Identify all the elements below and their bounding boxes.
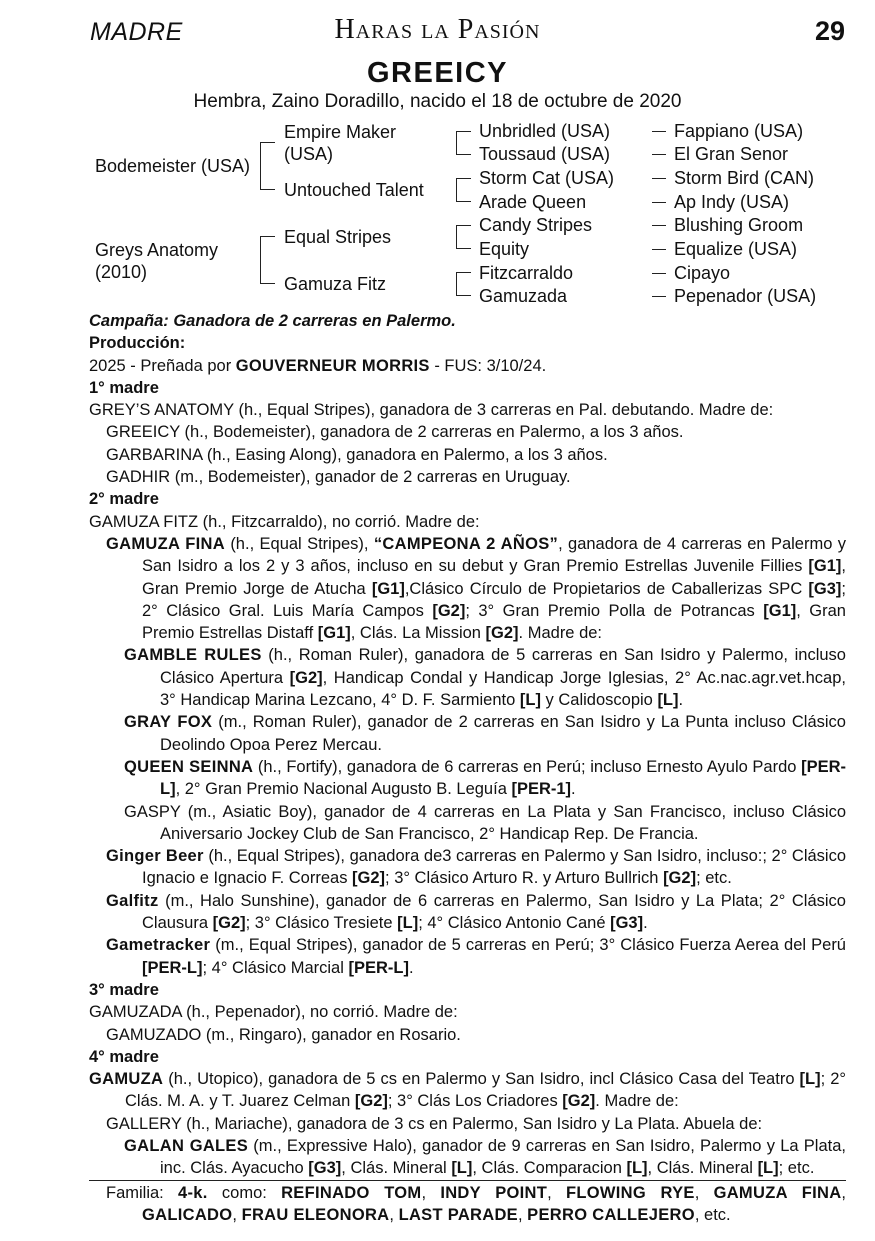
pedigree-g3-7: Fitzcarraldo bbox=[479, 263, 574, 283]
third-dam-label: 3° madre bbox=[89, 980, 159, 999]
text: ; 3° Clásico Arturo R. y Arturo Bullrich bbox=[385, 869, 664, 888]
production-fus: - FUS: 3/10/24. bbox=[429, 356, 547, 375]
text: ; 2° Clásico Gral. Luis María Campos bbox=[142, 579, 846, 620]
text: ; 3° Clás Los Criadores bbox=[387, 1092, 563, 1111]
text: (h., Roman Ruler), ganadora de 5 carreras en San Isidro y Palermo, incluso Clásico Apertura bbox=[160, 646, 846, 687]
pedigree-g4-4: Ap Indy (USA) bbox=[674, 192, 790, 212]
production-label: Producción: bbox=[89, 334, 186, 353]
grade: [G2] bbox=[212, 914, 246, 933]
bracket-g2-2 bbox=[456, 178, 471, 202]
text: . bbox=[678, 691, 684, 710]
pedigree-g3-4: Arade Queen bbox=[479, 192, 587, 212]
family-member: REFINADO TOM bbox=[281, 1183, 422, 1202]
first-dam-offspring-3: GADHIR (m., Bodemeister), ganador de 2 carreras en Uruguay. bbox=[106, 468, 571, 487]
horse-name: GREEICY bbox=[366, 57, 509, 89]
pedigree-g3-6: Equity bbox=[479, 239, 530, 259]
pedigree-ss-line2: (USA) bbox=[284, 144, 333, 164]
family-member: PERRO CALLEJERO bbox=[527, 1205, 695, 1224]
pedigree-g3-8: Gamuzada bbox=[479, 286, 568, 306]
grade: [PER-L] bbox=[142, 958, 203, 977]
grade: [G3] bbox=[308, 1159, 342, 1178]
text: . Madre de: bbox=[518, 624, 603, 643]
pedigree-g4-3: Storm Bird (CAN) bbox=[674, 168, 815, 188]
page-number: 29 bbox=[814, 16, 845, 46]
gametracker-name: Gametracker bbox=[106, 936, 211, 955]
grade: [G2] bbox=[432, 601, 466, 620]
gaspy-entry: GASPY (m., Asiatic Boy), ganador de 4 carreras en La Plata y San Francisco, incluso Clásico Aniversario Jockey Club de San Francisco, 2° Handicap Rep. De Francia. bbox=[124, 802, 846, 843]
queen-seinna-name: QUEEN SEINNA bbox=[124, 757, 254, 776]
sep: , bbox=[841, 1183, 847, 1202]
gamuza-entry bbox=[89, 1068, 846, 1113]
text: (m., Roman Ruler), ganador de 2 carreras en San Isidro y La Punta incluso Clásico Deolindo Opoa Perez Mercau. bbox=[160, 713, 846, 754]
dam-line-text bbox=[89, 310, 846, 1226]
grade: [L] bbox=[799, 1070, 821, 1089]
grade: [G1] bbox=[763, 601, 797, 620]
gray-fox-name: GRAY FOX bbox=[124, 713, 213, 732]
third-dam: GAMUZADA (h., Pepenador), no corrió. Madre de: bbox=[89, 1003, 458, 1022]
text: (h., Utopico), ganadora de 5 cs en Palermo y San Isidro, incl Clásico Casa del Teatro bbox=[163, 1070, 800, 1089]
sep: , bbox=[694, 1183, 714, 1202]
first-dam-label: 1° madre bbox=[89, 378, 159, 397]
text: , Clás. La Mission bbox=[350, 624, 486, 643]
pedigree-ds: Equal Stripes bbox=[284, 227, 392, 247]
gamuza-name: GAMUZA bbox=[89, 1070, 164, 1089]
first-dam-offspring-2: GARBARINA (h., Easing Along), ganadora en Palermo, a los 3 años. bbox=[106, 445, 608, 464]
production-entry bbox=[89, 355, 846, 377]
section-label: MADRE bbox=[90, 18, 183, 46]
dash-5 bbox=[652, 225, 666, 226]
grade: [G2] bbox=[485, 624, 519, 643]
text: ; 3° Clásico Tresiete bbox=[245, 914, 398, 933]
sep: , bbox=[421, 1183, 441, 1202]
fourth-dam-label: 4° madre bbox=[89, 1047, 159, 1066]
first-dam: GREY’S ANATOMY (h., Equal Stripes), ganadora de 3 carreras en Pal. debutando. Madre de: bbox=[89, 401, 774, 420]
campaign: Campaña: Ganadora de 2 carreras en Palermo. bbox=[89, 312, 456, 330]
production-sire: GOUVERNEUR MORRIS bbox=[235, 356, 430, 375]
family-member: INDY POINT bbox=[440, 1183, 548, 1202]
grade: [G2] bbox=[352, 869, 386, 888]
galfitz-name: Galfitz bbox=[106, 891, 159, 910]
pedigree-g4-8: Pepenador (USA) bbox=[674, 286, 817, 306]
production-year: 2025 - Preñada por bbox=[89, 356, 236, 375]
text: ; 4° Clásico Antonio Cané bbox=[418, 914, 611, 933]
grade: [PER-1] bbox=[511, 780, 572, 799]
text: . bbox=[643, 914, 648, 933]
dash-8 bbox=[652, 296, 666, 297]
bracket-g2-1 bbox=[456, 131, 471, 155]
dash-4 bbox=[652, 202, 666, 203]
dash-6 bbox=[652, 249, 666, 250]
text: , Clás. Comparacion bbox=[472, 1159, 627, 1178]
second-dam: GAMUZA FITZ (h., Fitzcarraldo), no corrió. Madre de: bbox=[89, 512, 480, 531]
pedigree-sire: Bodemeister (USA) bbox=[95, 156, 251, 176]
grade: [G2] bbox=[562, 1092, 596, 1111]
grade: [L] bbox=[657, 691, 679, 710]
grade: [L] bbox=[451, 1159, 473, 1178]
bracket-g1-bottom bbox=[260, 236, 275, 284]
text: . bbox=[408, 958, 414, 977]
sep: , bbox=[547, 1183, 566, 1202]
text: (m., Halo Sunshine), ganador de 6 carreras en Palermo, San Isidro y La Plata; 2° Clásico Clausura bbox=[142, 891, 846, 933]
grade: [G1] bbox=[808, 557, 842, 576]
pedigree-g3-3: Storm Cat (USA) bbox=[479, 168, 615, 188]
text: y Calidoscopio bbox=[540, 691, 658, 710]
gallery-entry: GALLERY (h., Mariache), ganadora de 3 cs en Palermo, San Isidro y La Plata. Abuela de: bbox=[106, 1114, 763, 1133]
grade: [PER-L] bbox=[160, 757, 846, 799]
sep: , bbox=[518, 1205, 528, 1224]
grade: [G1] bbox=[317, 624, 351, 643]
gamuza-fina-entry bbox=[89, 533, 846, 644]
pedigree-g4-5: Blushing Groom bbox=[674, 215, 804, 235]
bracket-g2-4 bbox=[456, 272, 471, 296]
grade: [G2] bbox=[354, 1092, 388, 1111]
text: , 2° Gran Premio Nacional Augusto B. Leguía bbox=[175, 780, 512, 799]
dash-2 bbox=[652, 154, 666, 155]
family-member: LAST PARADE bbox=[398, 1205, 518, 1224]
bracket-g1-top bbox=[260, 142, 275, 190]
sep: , bbox=[389, 1205, 399, 1224]
gamble-rules-name: GAMBLE RULES bbox=[124, 646, 262, 665]
bracket-g2-3 bbox=[456, 225, 471, 249]
pedigree-sd: Untouched Talent bbox=[284, 180, 424, 200]
text: . Madre de: bbox=[595, 1092, 679, 1111]
grade: [G1] bbox=[371, 579, 405, 598]
galan-gales-entry bbox=[89, 1135, 846, 1180]
dash-1 bbox=[652, 131, 666, 132]
text: , Handicap Condal y Handicap Jorge Iglesias, 2° Ac.nac.agr.vet.hcap, 3° Handicap Marina Lezcano, 4° D. F. Sarmiento bbox=[160, 668, 846, 710]
sep: , bbox=[232, 1205, 242, 1224]
text: , Clás. Mineral bbox=[647, 1159, 758, 1178]
family-member: GAMUZA FINA bbox=[713, 1183, 842, 1202]
text: ; etc. bbox=[696, 869, 732, 888]
second-dam-label: 2° madre bbox=[89, 490, 159, 509]
pedigree-g4-2: El Gran Senor bbox=[674, 144, 789, 164]
text: (h., Fortify), ganadora de 6 carreras en Perú; incluso Ernesto Ayulo Pardo bbox=[253, 757, 802, 776]
pedigree-dam-year: (2010) bbox=[95, 262, 148, 282]
family-member: GALICADO bbox=[142, 1205, 233, 1224]
family-label: Familia: bbox=[106, 1183, 179, 1202]
text: . bbox=[571, 780, 576, 799]
champion-label: “CAMPEONA 2 AÑOS” bbox=[373, 534, 559, 553]
grade: [L] bbox=[397, 914, 419, 933]
galfitz-entry bbox=[89, 890, 846, 935]
family-member: FLOWING RYE bbox=[565, 1183, 695, 1202]
pedigree-g3-5: Candy Stripes bbox=[479, 215, 593, 235]
gamuza-fina-name: GAMUZA FINA bbox=[106, 534, 225, 553]
first-dam-offspring-1: GREEICY (h., Bodemeister), ganadora de 2 carreras en Palermo, a los 3 años. bbox=[106, 423, 684, 442]
text: , Clás. Mineral bbox=[341, 1159, 452, 1178]
pedigree-ss-line1: Empire Maker bbox=[284, 122, 397, 142]
grade: [G3] bbox=[610, 914, 644, 933]
farm-title: Haras la Pasión bbox=[334, 14, 541, 45]
text: , Gran Premio Jorge de Atucha bbox=[142, 557, 846, 598]
queen-seinna-entry bbox=[89, 756, 846, 801]
grade: [G2] bbox=[289, 668, 323, 687]
pedigree-g3-2: Toussaud (USA) bbox=[479, 144, 611, 164]
gamble-rules-entry bbox=[89, 644, 846, 711]
ginger-beer-name: Ginger Beer bbox=[106, 847, 204, 866]
text: (m., Expressive Halo), ganador de 9 carreras en San Isidro, Palermo y La Plata, inc. Clás. Ayacucho bbox=[160, 1136, 846, 1178]
text: ; 4° Clásico Marcial bbox=[202, 958, 349, 977]
grade: [L] bbox=[519, 691, 541, 710]
grade: [PER-L] bbox=[348, 958, 409, 977]
horse-description: Hembra, Zaino Doradillo, nacido el 18 de octubre de 2020 bbox=[193, 91, 682, 112]
pedigree-g3-1: Unbridled (USA) bbox=[479, 121, 611, 141]
dash-7 bbox=[652, 273, 666, 274]
text: , etc. bbox=[694, 1205, 731, 1224]
gray-fox-entry bbox=[89, 711, 846, 756]
pedigree-dam-name: Greys Anatomy bbox=[95, 240, 219, 260]
pedigree-dd: Gamuza Fitz bbox=[284, 274, 387, 294]
pedigree-g4-6: Equalize (USA) bbox=[674, 239, 798, 259]
text: como: bbox=[207, 1183, 282, 1202]
gametracker-entry bbox=[89, 934, 846, 979]
text: (m., Equal Stripes), ganador de 5 carreras en Perú; 3° Clásico Fuerza Aerea del Perú bbox=[210, 936, 846, 955]
text: ; etc. bbox=[778, 1159, 815, 1178]
dash-3 bbox=[652, 178, 666, 179]
text: ; 2° Clás. M. A. y T. Juarez Celman bbox=[125, 1070, 846, 1111]
pedigree-g4-7: Cipayo bbox=[674, 263, 731, 283]
grade: [G3] bbox=[808, 579, 842, 598]
family-code: 4-k. bbox=[178, 1183, 208, 1202]
third-dam-offspring: GAMUZADO (m., Ringaro), ganador en Rosario. bbox=[106, 1025, 461, 1044]
text: , Gran Premio Estrellas Distaff bbox=[142, 601, 846, 643]
grade: [G2] bbox=[663, 869, 697, 888]
family-member: FRAU ELEONORA bbox=[241, 1205, 390, 1224]
pedigree-g4-1: Fappiano (USA) bbox=[674, 121, 804, 141]
galan-gales-name: GALAN GALES bbox=[124, 1136, 249, 1155]
text: ; 3° Gran Premio Polla de Potrancas bbox=[465, 601, 764, 620]
text: (h., Equal Stripes), ganadora de3 carreras en Palermo y San Isidro, incluso:; 2° Clásico Ignacio e Ignacio F. Correas bbox=[142, 847, 847, 888]
grade: [L] bbox=[757, 1159, 779, 1178]
grade: [L] bbox=[626, 1159, 648, 1178]
text: (h., Equal Stripes), bbox=[224, 534, 374, 553]
family-line bbox=[89, 1180, 846, 1227]
ginger-beer-entry bbox=[89, 845, 846, 890]
text: , ganadora de 4 carreras en Palermo y San Isidro a los 2 y 3 años, incluso en su debut y Gran Premio Estrellas Juvenile Fillies bbox=[142, 534, 846, 576]
text: ,Clásico Círculo de Propietarios de Caballerizas SPC bbox=[404, 579, 809, 598]
